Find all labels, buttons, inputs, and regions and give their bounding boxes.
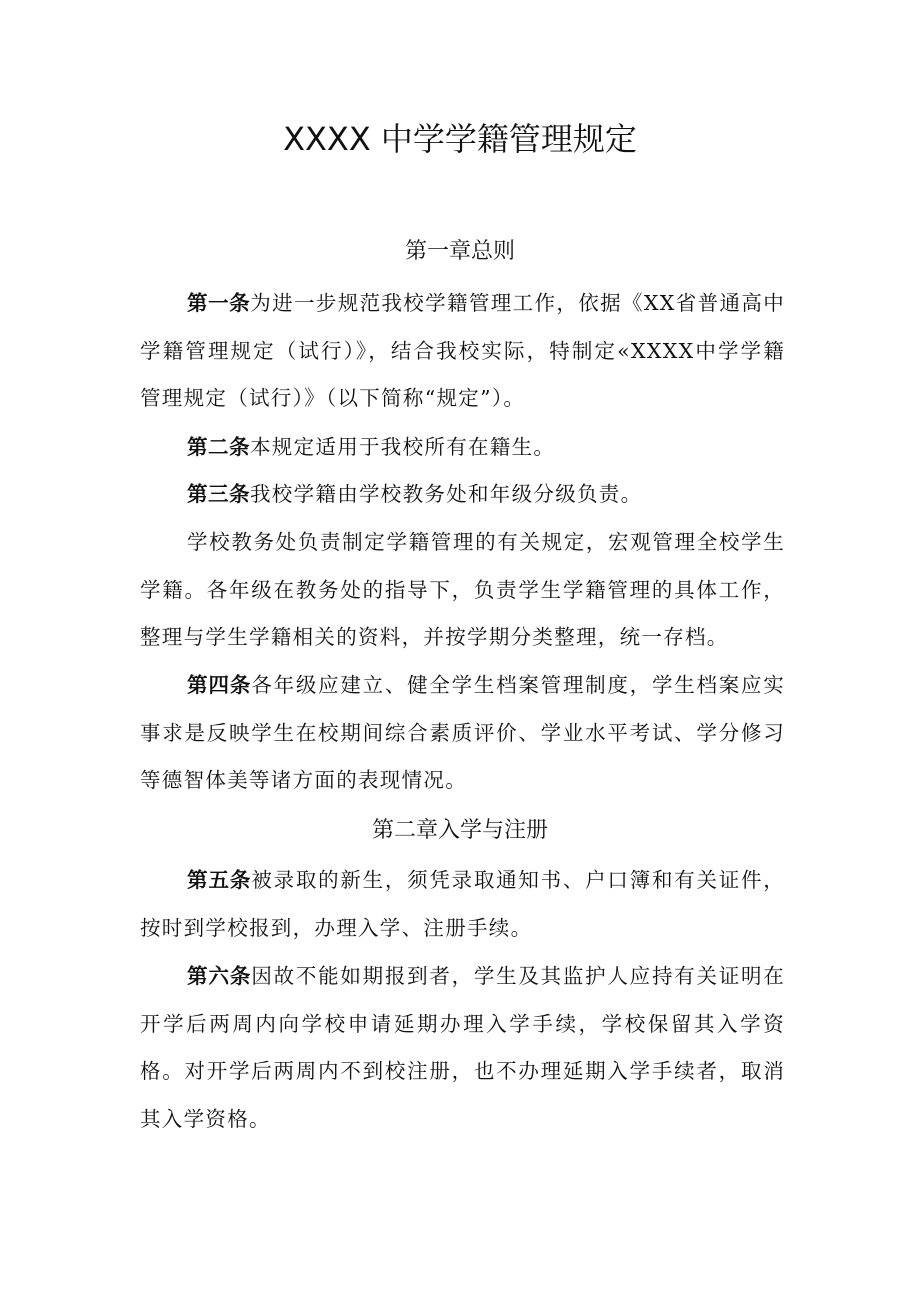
chapter-heading-2: 第二章入学与注册 — [371, 818, 548, 843]
article-paragraph — [140, 280, 785, 423]
article-label: 第三条 — [187, 482, 250, 506]
article-label: 第五条 — [187, 868, 252, 892]
article-label: 第二条 — [187, 435, 250, 459]
article-text: 我校学籍由学校教务处和年级分级负责。 — [250, 482, 643, 506]
article-paragraph — [140, 471, 785, 519]
article-text: 本规定适用于我校所有在籍生。 — [250, 435, 556, 459]
document-title: XXXX 中学学籍管理规定 — [283, 120, 637, 158]
article-label: 第一条 — [187, 291, 251, 315]
article-text: 被录取的新生，须凭录取通知书、户口簿和有关证件，按时到学校报到，办理入学、注册手续。 — [140, 868, 786, 940]
article-label: 第六条 — [187, 964, 252, 988]
article-paragraph — [140, 857, 785, 952]
article-paragraph — [140, 519, 785, 662]
article-text: 为进一步规范我校学籍管理工作，依据《XX省普通高中学籍管理规定（试行）》，结合我校实际，特制定«XXXX中学学籍管理规定（试行）》（以下简称“规定”）。 — [140, 291, 786, 410]
article-text: 学校教务处负责制定学籍管理的有关规定，宏观管理全校学生学籍。各年级在教务处的指导下，负责学生学籍管理的具体工作，整理与学生学籍相关的资料，并按学期分类整理，统一存档。 — [140, 530, 785, 649]
article-paragraph — [140, 662, 785, 805]
article-label: 第四条 — [187, 673, 252, 697]
article-paragraph — [140, 953, 785, 1143]
article-text: 各年级应建立、健全学生档案管理制度，学生档案应实事求是反映学生在校期间综合素质评价、学业水平考试、学分修习等德智体美等诸方面的表现情况。 — [140, 673, 786, 792]
chapter-heading-1: 第一章总则 — [404, 239, 515, 264]
article-paragraph — [140, 424, 785, 472]
article-text: 因故不能如期报到者，学生及其监护人应持有关证明在开学后两周内向学校申请延期办理入学手续，学校保留其入学资格。对开学后两周内不到校注册，也不办理延期入学手续者，取消其入学资格。 — [140, 964, 786, 1131]
